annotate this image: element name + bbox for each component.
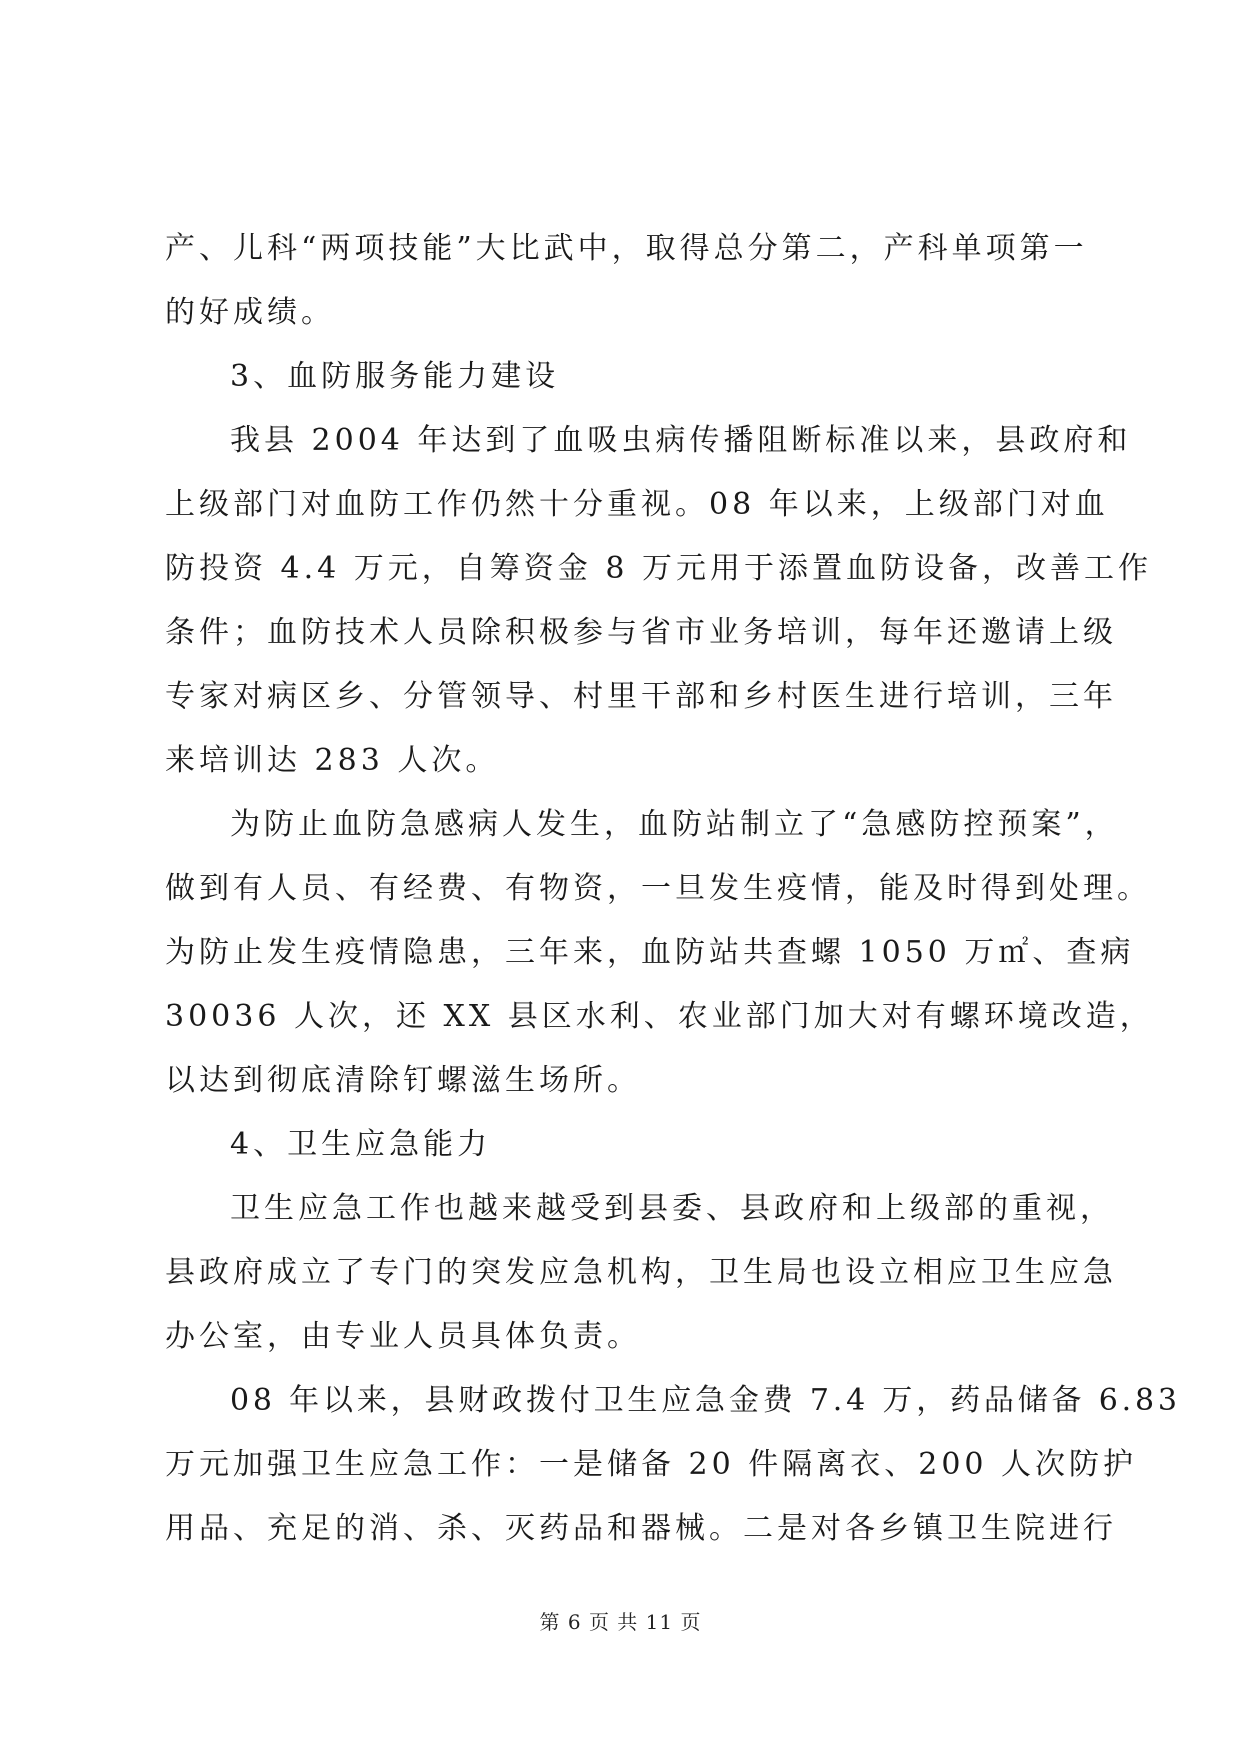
text-line: 为防止发生疫情隐患，三年来，血防站共查螺 1050 万㎡、查病	[165, 935, 1135, 970]
section-heading: 3、血防服务能力建设	[230, 359, 560, 394]
text-line: 用品、充足的消、杀、灭药品和器械。二是对各乡镇卫生院进行	[165, 1511, 1117, 1546]
text-line: 以达到彻底清除钉螺滋生场所。	[165, 1063, 641, 1098]
text-line: 上级部门对血防工作仍然十分重视。08 年以来，上级部门对血	[165, 487, 1109, 522]
section-heading: 4、卫生应急能力	[230, 1127, 492, 1162]
text-line: 县政府成立了专门的突发应急机构，卫生局也设立相应卫生应急	[165, 1255, 1117, 1290]
text-line: 我县 2004 年达到了血吸虫病传播阻断标准以来，县政府和	[230, 423, 1132, 458]
text-line: 专家对病区乡、分管领导、村里干部和乡村医生进行培训，三年	[165, 679, 1117, 714]
text-line: 为防止血防急感病人发生，血防站制立了“急感防控预案”，	[230, 807, 1119, 842]
page-number-footer: 第 6 页 共 11 页	[539, 1610, 702, 1634]
text-line: 办公室，由专业人员具体负责。	[165, 1319, 641, 1354]
text-line: 万元加强卫生应急工作：一是储备 20 件隔离衣、200 人次防护	[165, 1447, 1138, 1482]
text-line: 防投资 4.4 万元，自筹资金 8 万元用于添置血防设备，改善工作	[165, 551, 1152, 586]
text-line: 来培训达 283 人次。	[165, 743, 500, 778]
text-line: 做到有人员、有经费、有物资，一旦发生疫情，能及时得到处理。	[165, 871, 1151, 906]
text-line: 产、儿科“两项技能”大比武中，取得总分第二，产科单项第一	[165, 231, 1088, 266]
text-line: 的好成绩。	[165, 295, 335, 330]
text-line: 30036 人次，还 XX 县区水利、农业部门加大对有螺环境改造，	[165, 999, 1154, 1034]
text-line: 卫生应急工作也越来越受到县委、县政府和上级部的重视，	[230, 1191, 1114, 1226]
text-line: 条件；血防技术人员除积极参与省市业务培训，每年还邀请上级	[165, 615, 1117, 650]
text-line: 08 年以来，县财政拨付卫生应急金费 7.4 万，药品储备 6.83	[230, 1383, 1181, 1418]
